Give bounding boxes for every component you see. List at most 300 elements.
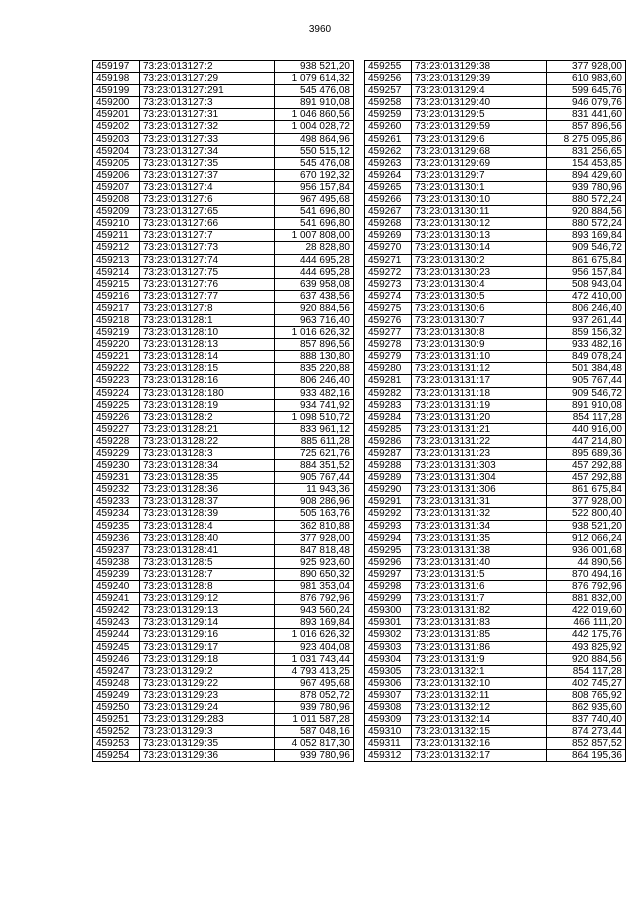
table-row (93, 411, 354, 423)
record-number-cell: 459220 (93, 339, 140, 351)
record-number-cell: 459207 (93, 181, 140, 193)
table-row (93, 423, 354, 435)
cadastral-number-cell: 73:23:013131:85 (412, 629, 547, 641)
cadastral-number-cell: 73:23:013129:17 (140, 641, 275, 653)
cadastral-number-cell: 73:23:013132:14 (412, 714, 547, 726)
record-number-cell: 459282 (365, 387, 412, 399)
cadastral-number-cell: 73:23:013131:10 (412, 351, 547, 363)
table-row (93, 738, 354, 750)
cadastral-number-cell: 73:23:013128:180 (140, 387, 275, 399)
cadastral-number-cell: 73:23:013130:11 (412, 206, 547, 218)
cadastral-value-cell: 1 016 626,32 (275, 327, 354, 339)
record-number-cell: 459296 (365, 556, 412, 568)
table-row (93, 351, 354, 363)
record-number-cell: 459225 (93, 399, 140, 411)
record-number-cell: 459217 (93, 302, 140, 314)
table-row (365, 351, 626, 363)
cadastral-value-cell: 893 169,84 (547, 230, 626, 242)
record-number-cell: 459250 (93, 701, 140, 713)
cadastral-value-cell: 154 453,85 (547, 157, 626, 169)
cadastral-value-cell: 28 828,80 (275, 242, 354, 254)
cadastral-value-cell: 890 650,32 (275, 568, 354, 580)
cadastral-value-cell: 909 546,72 (547, 242, 626, 254)
record-number-cell: 459300 (365, 605, 412, 617)
cadastral-number-cell: 73:23:013127:35 (140, 157, 275, 169)
cadastral-value-cell: 880 572,24 (547, 218, 626, 230)
table-row (365, 726, 626, 738)
cadastral-number-cell: 73:23:013130:12 (412, 218, 547, 230)
cadastral-value-cell: 1 079 614,32 (275, 73, 354, 85)
table-row (93, 641, 354, 653)
table-row (93, 387, 354, 399)
table-row (365, 448, 626, 460)
record-number-cell: 459198 (93, 73, 140, 85)
cadastral-value-cell: 920 884,56 (547, 206, 626, 218)
record-number-cell: 459231 (93, 472, 140, 484)
record-number-cell: 459212 (93, 242, 140, 254)
cadastral-value-cell: 501 384,48 (547, 363, 626, 375)
cadastral-number-cell: 73:23:013128:22 (140, 435, 275, 447)
table-row (93, 556, 354, 568)
table-row (93, 435, 354, 447)
cadastral-value-cell: 422 019,60 (547, 605, 626, 617)
register-table-left (92, 60, 354, 762)
cadastral-number-cell: 73:23:013131:7 (412, 593, 547, 605)
cadastral-number-cell: 73:23:013128:8 (140, 581, 275, 593)
cadastral-number-cell: 73:23:013130:7 (412, 314, 547, 326)
record-number-cell: 459208 (93, 194, 140, 206)
cadastral-value-cell: 545 476,08 (275, 157, 354, 169)
record-number-cell: 459289 (365, 472, 412, 484)
table-row (365, 581, 626, 593)
record-number-cell: 459301 (365, 617, 412, 629)
cadastral-value-cell: 939 780,96 (547, 181, 626, 193)
record-number-cell: 459305 (365, 665, 412, 677)
table-row (93, 544, 354, 556)
cadastral-number-cell: 73:23:013131:19 (412, 399, 547, 411)
table-row (365, 496, 626, 508)
table-row (365, 194, 626, 206)
record-number-cell: 459261 (365, 133, 412, 145)
cadastral-value-cell: 859 156,32 (547, 327, 626, 339)
cadastral-number-cell: 73:23:013127:3 (140, 97, 275, 109)
table-row (365, 169, 626, 181)
cadastral-number-cell: 73:23:013127:2 (140, 61, 275, 73)
cadastral-number-cell: 73:23:013128:2 (140, 411, 275, 423)
record-number-cell: 459227 (93, 423, 140, 435)
record-number-cell: 459243 (93, 617, 140, 629)
table-row (93, 242, 354, 254)
record-number-cell: 459236 (93, 532, 140, 544)
cadastral-number-cell: 73:23:013132:11 (412, 689, 547, 701)
cadastral-value-cell: 522 800,40 (547, 508, 626, 520)
record-number-cell: 459203 (93, 133, 140, 145)
cadastral-number-cell: 73:23:013130:10 (412, 194, 547, 206)
cadastral-value-cell: 541 696,80 (275, 206, 354, 218)
table-row (365, 206, 626, 218)
cadastral-number-cell: 73:23:013128:21 (140, 423, 275, 435)
record-number-cell: 459197 (93, 61, 140, 73)
record-number-cell: 459226 (93, 411, 140, 423)
record-number-cell: 459258 (365, 97, 412, 109)
table-row (93, 605, 354, 617)
cadastral-number-cell: 73:23:013129:2 (140, 665, 275, 677)
cadastral-number-cell: 73:23:013129:16 (140, 629, 275, 641)
record-number-cell: 459275 (365, 302, 412, 314)
table-row (93, 290, 354, 302)
cadastral-value-cell: 377 928,00 (547, 496, 626, 508)
table-row (93, 169, 354, 181)
table-row (365, 387, 626, 399)
record-number-cell: 459309 (365, 714, 412, 726)
table-row (93, 194, 354, 206)
cadastral-number-cell: 73:23:013130:6 (412, 302, 547, 314)
record-number-cell: 459263 (365, 157, 412, 169)
table-row (93, 97, 354, 109)
record-number-cell: 459216 (93, 290, 140, 302)
table-row (365, 435, 626, 447)
record-number-cell: 459285 (365, 423, 412, 435)
cadastral-value-cell: 466 111,20 (547, 617, 626, 629)
cadastral-value-cell: 833 961,12 (275, 423, 354, 435)
cadastral-number-cell: 73:23:013130:4 (412, 278, 547, 290)
table-row (365, 399, 626, 411)
cadastral-value-cell: 505 163,76 (275, 508, 354, 520)
table-row (365, 145, 626, 157)
cadastral-value-cell: 444 695,28 (275, 266, 354, 278)
record-number-cell: 459244 (93, 629, 140, 641)
cadastral-number-cell: 73:23:013129:69 (412, 157, 547, 169)
cadastral-number-cell: 73:23:013127:66 (140, 218, 275, 230)
cadastral-value-cell: 670 192,32 (275, 169, 354, 181)
cadastral-number-cell: 73:23:013129:12 (140, 593, 275, 605)
cadastral-number-cell: 73:23:013132:15 (412, 726, 547, 738)
table-row (365, 460, 626, 472)
table-row (93, 339, 354, 351)
table-row (93, 472, 354, 484)
cadastral-value-cell: 936 001,68 (547, 544, 626, 556)
cadastral-number-cell: 73:23:013129:36 (140, 750, 275, 762)
cadastral-value-cell: 610 983,60 (547, 73, 626, 85)
record-number-cell: 459257 (365, 85, 412, 97)
cadastral-number-cell: 73:23:013129:35 (140, 738, 275, 750)
cadastral-number-cell: 73:23:013128:19 (140, 399, 275, 411)
cadastral-value-cell: 508 943,04 (547, 278, 626, 290)
cadastral-number-cell: 73:23:013131:38 (412, 544, 547, 556)
cadastral-number-cell: 73:23:013127:32 (140, 121, 275, 133)
table-row (365, 411, 626, 423)
table-row (93, 278, 354, 290)
record-number-cell: 459235 (93, 520, 140, 532)
record-number-cell: 459252 (93, 726, 140, 738)
record-number-cell: 459281 (365, 375, 412, 387)
table-row (93, 73, 354, 85)
table-row (93, 701, 354, 713)
record-number-cell: 459210 (93, 218, 140, 230)
record-number-cell: 459221 (93, 351, 140, 363)
cadastral-number-cell: 73:23:013132:17 (412, 750, 547, 762)
cadastral-number-cell: 73:23:013129:59 (412, 121, 547, 133)
table-row (93, 157, 354, 169)
record-number-cell: 459237 (93, 544, 140, 556)
cadastral-value-cell: 457 292,88 (547, 472, 626, 484)
table-row (365, 302, 626, 314)
page-number: 3960 (308, 24, 332, 35)
record-number-cell: 459204 (93, 145, 140, 157)
record-number-cell: 459215 (93, 278, 140, 290)
cadastral-number-cell: 73:23:013127:75 (140, 266, 275, 278)
cadastral-number-cell: 73:23:013130:14 (412, 242, 547, 254)
cadastral-value-cell: 909 546,72 (547, 387, 626, 399)
cadastral-number-cell: 73:23:013131:9 (412, 653, 547, 665)
cadastral-number-cell: 73:23:013131:32 (412, 508, 547, 520)
table-row (93, 653, 354, 665)
table-row (365, 278, 626, 290)
cadastral-value-cell: 637 438,56 (275, 290, 354, 302)
table-row (365, 133, 626, 145)
cadastral-value-cell: 8 275 095,86 (547, 133, 626, 145)
record-number-cell: 459264 (365, 169, 412, 181)
cadastral-number-cell: 73:23:013130:13 (412, 230, 547, 242)
cadastral-value-cell: 920 884,56 (547, 653, 626, 665)
record-number-cell: 459272 (365, 266, 412, 278)
cadastral-value-cell: 1 016 626,32 (275, 629, 354, 641)
cadastral-number-cell: 73:23:013130:2 (412, 254, 547, 266)
record-number-cell: 459254 (93, 750, 140, 762)
record-number-cell: 459290 (365, 484, 412, 496)
cadastral-value-cell: 1 098 510,72 (275, 411, 354, 423)
table-row (93, 314, 354, 326)
cadastral-number-cell: 73:23:013131:83 (412, 617, 547, 629)
cadastral-number-cell: 73:23:013129:3 (140, 726, 275, 738)
record-number-cell: 459312 (365, 750, 412, 762)
table-row (365, 653, 626, 665)
record-number-cell: 459295 (365, 544, 412, 556)
cadastral-value-cell: 599 645,76 (547, 85, 626, 97)
cadastral-number-cell: 73:23:013127:77 (140, 290, 275, 302)
cadastral-number-cell: 73:23:013131:21 (412, 423, 547, 435)
table-row (365, 157, 626, 169)
table-row (365, 484, 626, 496)
record-number-cell: 459302 (365, 629, 412, 641)
cadastral-value-cell: 457 292,88 (547, 460, 626, 472)
record-number-cell: 459310 (365, 726, 412, 738)
cadastral-number-cell: 73:23:013129:14 (140, 617, 275, 629)
cadastral-number-cell: 73:23:013131:23 (412, 448, 547, 460)
table-row (365, 568, 626, 580)
table-row (365, 544, 626, 556)
table-row (93, 689, 354, 701)
table-row (365, 701, 626, 713)
cadastral-value-cell: 362 810,88 (275, 520, 354, 532)
cadastral-value-cell: 498 864,96 (275, 133, 354, 145)
cadastral-number-cell: 73:23:013128:1 (140, 314, 275, 326)
cadastral-value-cell: 884 351,52 (275, 460, 354, 472)
record-number-cell: 459249 (93, 689, 140, 701)
record-number-cell: 459239 (93, 568, 140, 580)
table-row (93, 61, 354, 73)
table-row (365, 423, 626, 435)
cadastral-value-cell: 891 910,08 (275, 97, 354, 109)
cadastral-value-cell: 920 884,56 (275, 302, 354, 314)
cadastral-value-cell: 835 220,88 (275, 363, 354, 375)
record-number-cell: 459224 (93, 387, 140, 399)
table-row (365, 665, 626, 677)
table-row (93, 363, 354, 375)
cadastral-value-cell: 956 157,84 (547, 266, 626, 278)
cadastral-value-cell: 891 910,08 (547, 399, 626, 411)
table-row (93, 726, 354, 738)
table-row (365, 605, 626, 617)
record-number-cell: 459306 (365, 677, 412, 689)
cadastral-value-cell: 938 521,20 (275, 61, 354, 73)
cadastral-number-cell: 73:23:013128:5 (140, 556, 275, 568)
table-row (93, 629, 354, 641)
cadastral-number-cell: 73:23:013130:9 (412, 339, 547, 351)
cadastral-value-cell: 905 767,44 (547, 375, 626, 387)
record-number-cell: 459280 (365, 363, 412, 375)
cadastral-value-cell: 934 741,92 (275, 399, 354, 411)
table-row (93, 109, 354, 121)
record-number-cell: 459256 (365, 73, 412, 85)
record-number-cell: 459230 (93, 460, 140, 472)
cadastral-number-cell: 73:23:013131:5 (412, 568, 547, 580)
table-row (93, 266, 354, 278)
cadastral-value-cell: 587 048,16 (275, 726, 354, 738)
cadastral-number-cell: 73:23:013130:5 (412, 290, 547, 302)
table-row (365, 73, 626, 85)
table-row (93, 460, 354, 472)
cadastral-number-cell: 73:23:013127:4 (140, 181, 275, 193)
record-number-cell: 459247 (93, 665, 140, 677)
record-number-cell: 459267 (365, 206, 412, 218)
record-number-cell: 459246 (93, 653, 140, 665)
cadastral-number-cell: 73:23:013129:18 (140, 653, 275, 665)
cadastral-number-cell: 73:23:013131:304 (412, 472, 547, 484)
table-row (93, 218, 354, 230)
table-row (365, 327, 626, 339)
cadastral-value-cell: 4 793 413,25 (275, 665, 354, 677)
table-row (365, 290, 626, 302)
cadastral-value-cell: 402 745,27 (547, 677, 626, 689)
cadastral-value-cell: 377 928,00 (275, 532, 354, 544)
record-number-cell: 459291 (365, 496, 412, 508)
cadastral-value-cell: 550 515,12 (275, 145, 354, 157)
cadastral-number-cell: 73:23:013128:15 (140, 363, 275, 375)
record-number-cell: 459294 (365, 532, 412, 544)
table-row (93, 617, 354, 629)
table-row (365, 314, 626, 326)
record-number-cell: 459232 (93, 484, 140, 496)
cadastral-number-cell: 73:23:013131:6 (412, 581, 547, 593)
record-number-cell: 459253 (93, 738, 140, 750)
table-row (93, 520, 354, 532)
cadastral-number-cell: 73:23:013129:13 (140, 605, 275, 617)
cadastral-number-cell: 73:23:013129:22 (140, 677, 275, 689)
table-row (365, 556, 626, 568)
record-number-cell: 459245 (93, 641, 140, 653)
cadastral-value-cell: 725 621,76 (275, 448, 354, 460)
table-row (365, 689, 626, 701)
cadastral-value-cell: 447 214,80 (547, 435, 626, 447)
table-row (365, 375, 626, 387)
cadastral-number-cell: 73:23:013128:13 (140, 339, 275, 351)
cadastral-number-cell: 73:23:013127:34 (140, 145, 275, 157)
table-row (365, 230, 626, 242)
cadastral-number-cell: 73:23:013129:4 (412, 85, 547, 97)
table-row (93, 581, 354, 593)
cadastral-value-cell: 861 675,84 (547, 254, 626, 266)
cadastral-value-cell: 885 611,28 (275, 435, 354, 447)
cadastral-value-cell: 870 494,16 (547, 568, 626, 580)
table-row (365, 714, 626, 726)
record-number-cell: 459201 (93, 109, 140, 121)
table-row (93, 327, 354, 339)
record-number-cell: 459255 (365, 61, 412, 73)
cadastral-value-cell: 981 353,04 (275, 581, 354, 593)
table-row (93, 145, 354, 157)
table-row (365, 738, 626, 750)
table-row (365, 508, 626, 520)
cadastral-number-cell: 73:23:013127:291 (140, 85, 275, 97)
cadastral-number-cell: 73:23:013128:35 (140, 472, 275, 484)
record-number-cell: 459283 (365, 399, 412, 411)
cadastral-value-cell: 905 767,44 (275, 472, 354, 484)
record-number-cell: 459238 (93, 556, 140, 568)
cadastral-value-cell: 864 195,36 (547, 750, 626, 762)
cadastral-number-cell: 73:23:013127:65 (140, 206, 275, 218)
cadastral-value-cell: 808 765,92 (547, 689, 626, 701)
table-row (365, 532, 626, 544)
cadastral-number-cell: 73:23:013129:24 (140, 701, 275, 713)
cadastral-value-cell: 939 780,96 (275, 701, 354, 713)
cadastral-value-cell: 893 169,84 (275, 617, 354, 629)
cadastral-value-cell: 44 890,56 (547, 556, 626, 568)
cadastral-number-cell: 73:23:013128:14 (140, 351, 275, 363)
record-number-cell: 459242 (93, 605, 140, 617)
table-row (93, 714, 354, 726)
cadastral-value-cell: 967 495,68 (275, 194, 354, 206)
cadastral-number-cell: 73:23:013128:4 (140, 520, 275, 532)
record-number-cell: 459308 (365, 701, 412, 713)
table-row (93, 399, 354, 411)
cadastral-number-cell: 73:23:013129:23 (140, 689, 275, 701)
table-row (365, 641, 626, 653)
cadastral-number-cell: 73:23:013128:36 (140, 484, 275, 496)
cadastral-value-cell: 377 928,00 (547, 61, 626, 73)
cadastral-value-cell: 442 175,76 (547, 629, 626, 641)
cadastral-value-cell: 1 004 028,72 (275, 121, 354, 133)
record-number-cell: 459292 (365, 508, 412, 520)
record-number-cell: 459214 (93, 266, 140, 278)
table-row (365, 266, 626, 278)
record-number-cell: 459279 (365, 351, 412, 363)
record-number-cell: 459303 (365, 641, 412, 653)
cadastral-value-cell: 837 740,40 (547, 714, 626, 726)
cadastral-value-cell: 1 007 808,00 (275, 230, 354, 242)
cadastral-value-cell: 831 256,65 (547, 145, 626, 157)
table-row (93, 484, 354, 496)
table-row (93, 302, 354, 314)
record-number-cell: 459293 (365, 520, 412, 532)
table-row (365, 242, 626, 254)
cadastral-number-cell: 73:23:013127:8 (140, 302, 275, 314)
cadastral-number-cell: 73:23:013127:29 (140, 73, 275, 85)
record-number-cell: 459274 (365, 290, 412, 302)
cadastral-number-cell: 73:23:013129:39 (412, 73, 547, 85)
table-row (365, 750, 626, 762)
record-number-cell: 459228 (93, 435, 140, 447)
